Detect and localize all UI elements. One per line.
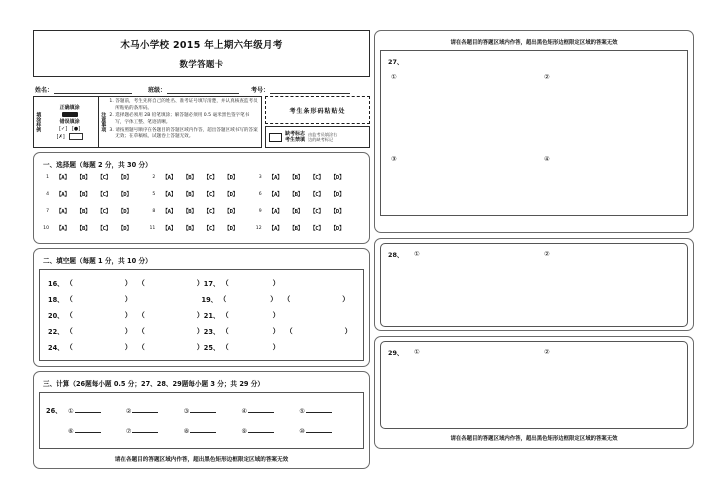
bubble-a[interactable]: 【A】 (162, 226, 176, 232)
q28-circled-2: ② (544, 250, 550, 258)
choice-question[interactable] (148, 224, 254, 232)
paren-open: （ (219, 295, 227, 303)
bubble-c[interactable]: 【C】 (203, 192, 218, 198)
fill-blank-row (48, 291, 355, 307)
title-box (33, 30, 370, 77)
bubble-a[interactable]: 【A】 (56, 226, 70, 232)
calculation-panel (33, 371, 370, 469)
paren-close: ） (196, 327, 204, 335)
answer-line[interactable] (306, 406, 332, 413)
blank-question[interactable] (204, 310, 355, 320)
right-header-note: 请在各题目的答题区域内作答，超出黑色矩形边框限定区域的答案无效 (450, 40, 618, 46)
answer-line[interactable] (190, 406, 216, 413)
blank-question[interactable] (48, 342, 204, 352)
q28-panel (374, 238, 694, 331)
paren-open: （ (221, 343, 229, 351)
fill-sample-inner (41, 97, 98, 147)
bubble-c[interactable]: 【C】 (97, 209, 111, 215)
bubble-a[interactable]: 【A】 (162, 175, 176, 181)
q27-panel (374, 30, 694, 233)
q29-label: 29、 (388, 349, 404, 357)
answer-line[interactable] (75, 406, 101, 413)
sheet-subtitle: 数学答题卡 (179, 60, 224, 70)
q27-label: 27、 (388, 58, 404, 66)
fill-blank-row (48, 275, 355, 291)
paren-open: （ (137, 279, 145, 287)
question-number: 21、 (203, 312, 220, 320)
blank-question[interactable] (202, 294, 356, 304)
paren-close: ） (124, 311, 132, 319)
absent-note-line1: 由监考员填涂右 (308, 131, 338, 137)
bubble-a[interactable]: 【A】 (268, 175, 283, 181)
absent-checkbox[interactable] (269, 133, 282, 142)
wrong-fill-label: 错误填涂 (59, 119, 80, 126)
fill-blank-panel (33, 248, 370, 367)
choice-question[interactable] (42, 224, 148, 232)
bubble-d[interactable]: 【D】 (224, 209, 238, 215)
paren-close: ） (196, 311, 204, 319)
question-number: 20、 (48, 312, 64, 320)
bubble-d[interactable]: 【D】 (224, 192, 238, 198)
calc-sub-item[interactable] (184, 426, 242, 435)
paren-open: （ (285, 327, 293, 335)
fill-sample-box (33, 96, 99, 148)
absent-label-line1: 缺考标志 (285, 130, 306, 137)
bubble-b[interactable]: 【B】 (289, 175, 303, 181)
choice-question[interactable] (42, 190, 148, 198)
paren-open: （ (221, 279, 229, 287)
calc-sub-item[interactable] (184, 406, 242, 415)
instruction-strip (33, 96, 370, 148)
field-name-line[interactable] (54, 85, 132, 94)
fill-sample-vertical-label: 填涂样例 (35, 112, 42, 132)
paren-close: ） (272, 327, 280, 335)
paren-open: （ (65, 343, 73, 351)
choice-question[interactable] (42, 173, 148, 181)
answer-line[interactable] (190, 426, 216, 433)
paren-open: （ (65, 327, 73, 335)
q28-label: 28、 (388, 251, 404, 259)
q28-answer-box[interactable] (380, 243, 688, 327)
bubble-b[interactable]: 【B】 (76, 226, 91, 232)
paren-close: ） (272, 343, 280, 351)
question-number: 19、 (201, 296, 218, 304)
choice-row (42, 173, 361, 181)
bubble-b[interactable]: 【B】 (182, 175, 197, 181)
note-item: 3. 请按照题号顺序在各题目的答题区域内作答，超出答题区域书写的答案无效；在草稿纸、试题卷上答题无效。 (115, 128, 258, 141)
bubble-a[interactable]: 【A】 (268, 226, 283, 232)
bubble-c[interactable]: 【C】 (309, 226, 324, 232)
question-number: 18、 (48, 296, 64, 304)
question-number: 11 (149, 225, 156, 231)
identity-fields-row (33, 78, 370, 94)
question-number: 7 (46, 208, 49, 214)
left-footer-note: 请在各题目的答题区域内作答，超出黑色矩形边框限定区域的答案无效 (114, 457, 289, 463)
field-class-line[interactable] (167, 85, 239, 94)
paren-open: （ (137, 343, 145, 351)
choice-question[interactable] (255, 190, 361, 198)
question-number: 17、 (203, 280, 220, 288)
question-number: 10 (43, 225, 49, 231)
answer-line[interactable] (132, 426, 158, 433)
field-name-label: 姓名： (35, 87, 54, 94)
field-name[interactable] (35, 85, 132, 94)
bubble-c[interactable]: 【C】 (309, 175, 324, 181)
calc-sub-item[interactable] (299, 426, 357, 435)
q29-answer-box[interactable] (380, 341, 688, 429)
bubble-b[interactable]: 【B】 (76, 192, 91, 198)
bubble-b[interactable]: 【B】 (182, 209, 197, 215)
q27-circled-4: ④ (544, 155, 550, 163)
choice-question[interactable] (148, 173, 254, 181)
calc-section-heading: 三、计算（26题每小题 0.5 分；27、28、29题每小题 3 分；共 29 分） (43, 380, 264, 388)
cross-mark-icon: [✗] (56, 133, 65, 140)
calc-row (46, 400, 357, 420)
fill-blank-answer-box (39, 269, 364, 361)
calc-sub-item[interactable] (68, 426, 126, 435)
circled-5: ⑤ (299, 407, 305, 415)
circled-3: ③ (183, 407, 190, 415)
paren-open: （ (65, 295, 73, 303)
calc-row (46, 420, 357, 440)
exam-title: 木马小学校 2015 年上期六年级月考 (120, 40, 283, 51)
question-number: 12 (255, 225, 262, 231)
field-exam-number-line[interactable] (270, 85, 350, 94)
answer-line[interactable] (248, 406, 274, 413)
bubble-b[interactable]: 【B】 (289, 192, 303, 198)
bubble-c[interactable]: 【C】 (309, 192, 324, 198)
question-number: 6 (258, 191, 262, 197)
bubble-c[interactable]: 【C】 (203, 175, 218, 181)
absent-note (308, 132, 337, 143)
blank-question[interactable] (204, 326, 355, 336)
question-number: 8 (152, 208, 156, 214)
question-number: 1 (46, 174, 49, 180)
calc-sub-item[interactable] (241, 426, 299, 435)
barcode-column (265, 96, 370, 148)
choice-row (42, 224, 361, 232)
bubble-b[interactable]: 【B】 (182, 226, 197, 232)
check-mark-icon: [✓] (59, 126, 68, 133)
q27-circled-3: ③ (391, 155, 397, 163)
paren-close: ） (124, 295, 132, 303)
question-number: 16、 (48, 280, 64, 288)
circled-1: ① (68, 407, 74, 415)
bubble-d[interactable]: 【D】 (117, 226, 132, 232)
question-number: 2 (152, 174, 156, 180)
fill-blank-row (48, 307, 355, 323)
paren-close: ） (272, 279, 280, 287)
blank-question[interactable] (204, 342, 355, 352)
barcode-sticker-area[interactable]: 考生条形码粘贴处 (265, 96, 370, 124)
bubble-d[interactable]: 【D】 (224, 226, 238, 232)
wrong-marks-row-1 (59, 126, 81, 132)
bubble-a[interactable]: 【A】 (268, 192, 283, 198)
note-item: 2. 选择题必须用 2B 铅笔填涂；解答题必须用 0.5 毫米黑色签字笔书写，字体工整、笔迹清晰。 (115, 113, 258, 126)
question-number: 23、 (203, 328, 220, 336)
circled-7: ⑦ (125, 427, 132, 435)
circled-4: ④ (241, 407, 247, 415)
bubble-c[interactable]: 【C】 (97, 226, 111, 232)
q27-circled-2: ② (544, 73, 550, 81)
wrong-marks-row-2 (56, 133, 83, 140)
paren-close: ） (124, 327, 132, 335)
paren-open: （ (221, 327, 229, 335)
bubble-b[interactable]: 【B】 (76, 175, 91, 181)
question-number: 26、 (46, 407, 62, 415)
field-class-label: 班级： (148, 87, 167, 94)
fill-blank-row (48, 339, 355, 355)
paren-close: ） (124, 279, 132, 287)
q29-panel (374, 336, 694, 449)
bubble-a[interactable]: 【A】 (162, 192, 176, 198)
paren-open: （ (137, 311, 145, 319)
blank-question[interactable] (204, 278, 355, 288)
question-number: 24、 (48, 344, 64, 352)
bubble-c[interactable]: 【C】 (97, 192, 111, 198)
answer-line[interactable] (306, 426, 332, 433)
bubble-d[interactable]: 【D】 (117, 209, 132, 215)
q29-circled-1: ① (414, 348, 420, 356)
bubble-d[interactable]: 【D】 (330, 175, 345, 181)
left-column (33, 30, 370, 469)
choice-grid (39, 173, 364, 238)
notes-list (106, 97, 261, 147)
choice-section-heading: 一、选择题（每题 2 分，共 30 分） (43, 161, 152, 169)
bubble-b[interactable]: 【B】 (76, 209, 91, 215)
answer-line[interactable] (132, 406, 158, 413)
bubble-b[interactable]: 【B】 (289, 226, 303, 232)
bubble-c[interactable]: 【C】 (203, 226, 218, 232)
bubble-a[interactable]: 【A】 (162, 209, 176, 215)
choice-question[interactable] (255, 224, 361, 232)
paren-open: （ (65, 279, 73, 287)
q27-answer-box[interactable] (380, 50, 688, 216)
choice-question[interactable] (148, 207, 254, 215)
choice-question[interactable] (148, 190, 254, 198)
choice-row (42, 190, 361, 198)
right-footer-note: 请在各题目的答题区域内作答，超出黑色矩形边框限定区域的答案无效 (450, 436, 618, 442)
circled-8: ⑧ (183, 427, 190, 435)
absent-label-line2: 考生禁填 (285, 137, 306, 143)
paren-close: ） (124, 343, 132, 351)
bubble-c[interactable]: 【C】 (309, 209, 324, 215)
question-number: 9 (258, 208, 262, 214)
correct-fill-label: 正确填涂 (59, 105, 80, 112)
calc-sub-item[interactable] (241, 406, 299, 415)
empty-box-icon (69, 133, 83, 140)
bubble-a[interactable]: 【A】 (268, 209, 283, 215)
note-item: 1. 答题前，考生先将自己的姓名、准考证号填写清楚，并认真核查监考员所粘贴的条形码。 (115, 99, 258, 112)
circled-2: ② (125, 407, 132, 415)
calc-answer-box (39, 392, 364, 449)
paren-open: （ (65, 311, 73, 319)
blank-section-heading: 二、填空题（每题 1 分，共 10 分） (43, 257, 152, 265)
bubble-d[interactable]: 【D】 (117, 175, 132, 181)
absent-note-line2: 边的缺考标记 (308, 137, 334, 142)
q28-circled-1: ① (414, 250, 420, 258)
choice-question[interactable] (255, 173, 361, 181)
paren-close: ） (196, 279, 204, 287)
answer-line[interactable] (75, 426, 101, 433)
question-number: 3 (258, 174, 262, 180)
paren-close: ） (196, 343, 204, 351)
paren-open: （ (137, 327, 145, 335)
bubble-d[interactable]: 【D】 (117, 192, 132, 198)
paren-close: ） (270, 295, 278, 303)
notes-vertical-label: 注意事项 (100, 112, 107, 132)
field-exam-number-label: 考号： (251, 87, 270, 94)
absent-marker-area[interactable] (265, 126, 370, 148)
right-column (374, 30, 694, 449)
bubble-a[interactable]: 【A】 (56, 192, 70, 198)
question-number: 4 (46, 191, 49, 197)
bubble-d[interactable]: 【D】 (330, 192, 345, 198)
field-class[interactable] (148, 85, 239, 94)
circled-6: ⑥ (68, 427, 74, 435)
blank-question[interactable] (48, 294, 202, 304)
blank-question[interactable] (48, 310, 204, 320)
bubble-d[interactable]: 【D】 (224, 175, 238, 181)
circled-9: ⑨ (241, 427, 247, 435)
question-number: 5 (152, 191, 156, 197)
correct-fill-block-icon (62, 112, 78, 117)
blank-question[interactable] (48, 326, 204, 336)
paren-open: （ (221, 311, 229, 319)
bubble-c[interactable]: 【C】 (203, 209, 218, 215)
paren-close: ） (272, 311, 280, 319)
choice-question[interactable] (42, 207, 148, 215)
q29-circled-2: ② (544, 348, 550, 356)
question-number: 25、 (203, 344, 220, 352)
field-exam-number[interactable] (251, 85, 350, 94)
calc-sub-item[interactable] (126, 406, 184, 415)
bubble-b[interactable]: 【B】 (289, 209, 303, 215)
bubble-b[interactable]: 【B】 (182, 192, 197, 198)
bubble-d[interactable]: 【D】 (330, 209, 345, 215)
calc-sub-item[interactable] (126, 426, 184, 435)
multiple-choice-panel (33, 152, 370, 244)
blank-question[interactable] (48, 278, 204, 288)
circled-10: ⑩ (299, 427, 305, 435)
dot-mark-icon: [●] (71, 126, 81, 133)
absent-label (285, 131, 305, 144)
calc-sub-item[interactable] (299, 406, 357, 415)
choice-row (42, 207, 361, 215)
calc-sub-item[interactable] (68, 406, 126, 415)
choice-question[interactable] (255, 207, 361, 215)
bubble-a[interactable]: 【A】 (56, 209, 70, 215)
bubble-a[interactable]: 【A】 (56, 175, 70, 181)
fill-blank-row (48, 323, 355, 339)
paren-close: ） (344, 327, 352, 335)
notes-box (99, 96, 262, 148)
bubble-c[interactable]: 【C】 (97, 175, 111, 181)
answer-line[interactable] (248, 426, 274, 433)
paren-close: ） (342, 295, 350, 303)
question-number: 22、 (48, 328, 64, 336)
bubble-d[interactable]: 【D】 (330, 226, 345, 232)
q27-circled-1: ① (391, 73, 397, 81)
paren-open: （ (283, 295, 291, 303)
